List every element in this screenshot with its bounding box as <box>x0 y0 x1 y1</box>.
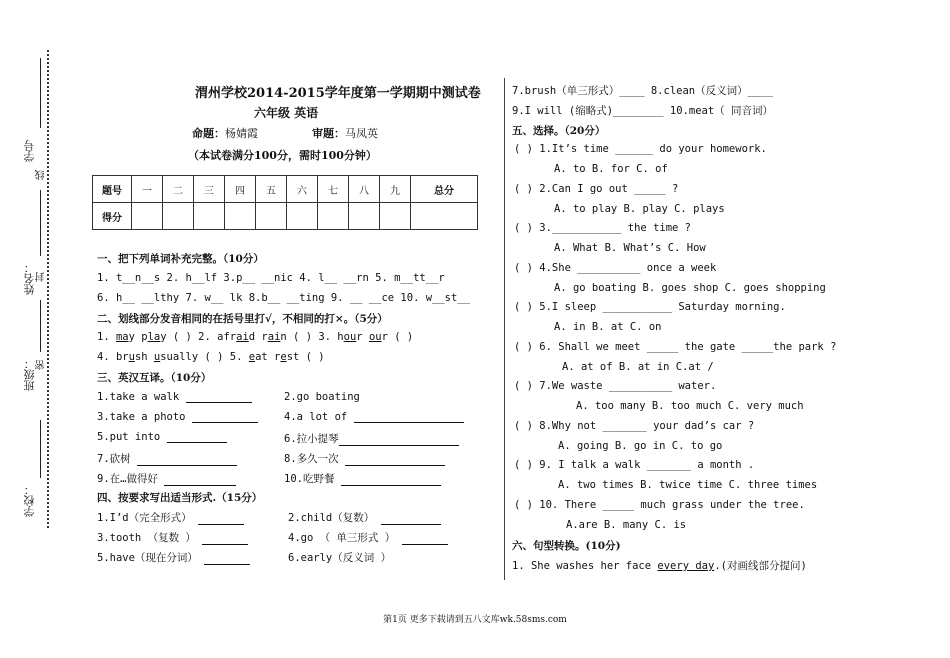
answer-blank[interactable] <box>202 533 248 545</box>
section1-row2: 6. h__ __lthy 7. w__ lk 8.b__ __ting 9. __ __ce 10. w__st__ <box>97 292 470 304</box>
school-label: 学校： <box>23 484 36 517</box>
section2-row2: 4. brush usually ( ) 5. eat rest ( ) <box>97 351 325 363</box>
col-7: 七 <box>318 176 349 203</box>
s3-item: 10.吃野餐 <box>284 471 441 486</box>
section2-heading: 二、划线部分发音相同的在括号里打√，不相同的打×。（5分） <box>97 313 388 325</box>
section3-heading: 三、英汉互译。（10分） <box>97 372 212 384</box>
exam-title: 渭州学校2014-2015学年度第一学期期中测试卷 <box>195 86 481 101</box>
score-cell[interactable] <box>380 203 411 230</box>
s4-item-7-8: 7.brush（单三形式）____ 8.clean（反义词）____ <box>512 85 773 97</box>
score-cell[interactable] <box>349 203 380 230</box>
answer-blank[interactable] <box>341 474 441 486</box>
score-cell[interactable] <box>411 203 478 230</box>
section1-heading: 一、把下列单词补充完整。（10分） <box>97 253 264 265</box>
exam-note: （本试卷满分100分，需时100分钟） <box>188 149 377 162</box>
choice-question: ( ) 1.It’s time ______ do your homework. <box>514 143 767 155</box>
choice-question: ( ) 7.We waste __________ water. <box>514 380 717 392</box>
exam-subtitle: 六年级 英语 <box>254 106 319 120</box>
answer-blank[interactable] <box>204 553 250 565</box>
student-no-blank <box>40 58 41 128</box>
s4-item: 4.go （ 单三形式 ） <box>288 530 448 545</box>
cut-line-mark: 线 <box>36 170 47 180</box>
col-6: 六 <box>287 176 318 203</box>
choice-question: ( ) 3.___________ the time ? <box>514 222 692 234</box>
reviewer-label: 审题： <box>312 127 345 140</box>
s6-q1: 1. She washes her face every day.(对画线部分提问) <box>512 560 807 572</box>
answer-blank[interactable] <box>167 431 227 443</box>
s3-item: 4.a lot of <box>284 411 464 423</box>
choice-options: A. going B. go in C. to go <box>558 439 723 452</box>
choice-question: ( ) 6. Shall we meet _____ the gate _____the park ? <box>514 340 837 353</box>
cut-secret-mark: 密 <box>36 360 47 370</box>
score-cell[interactable] <box>225 203 256 230</box>
score-cell[interactable] <box>194 203 225 230</box>
answer-blank[interactable] <box>339 434 459 446</box>
choice-question: ( ) 9. I talk a walk _______ a month . <box>514 459 755 471</box>
total-label: 总分 <box>411 176 478 203</box>
choice-options: A. two times B. twice time C. three times <box>558 479 818 491</box>
student-no-label: 学号 <box>23 140 36 162</box>
answer-blank[interactable] <box>137 454 237 466</box>
s3-item: 6.拉小提琴 <box>284 431 459 446</box>
score-cell[interactable] <box>287 203 318 230</box>
s3-item: 9.在…做得好 <box>97 471 236 486</box>
choice-question: ( ) 5.I sleep ___________ Saturday morning. <box>514 301 786 313</box>
choice-question: ( ) 4.She __________ once a week <box>514 261 717 274</box>
col-4: 四 <box>225 176 256 203</box>
section4-heading: 四、按要求写出适当形式.（15分） <box>97 492 263 504</box>
answer-blank[interactable] <box>345 454 445 466</box>
s3-item: 7.砍树 <box>97 451 237 466</box>
col-9: 九 <box>380 176 411 203</box>
page-footer: 第1页 更多下载请到五八文库wk.58sms.com <box>383 615 567 625</box>
school-blank <box>40 420 41 478</box>
answer-blank[interactable] <box>192 411 258 423</box>
s4-item-9-10: 9.I will (缩略式)________ 10.meat（ 同音词） <box>512 105 774 117</box>
answer-blank[interactable] <box>186 391 252 403</box>
s4-item: 3.tooth （复数 ） <box>97 530 248 545</box>
class-blank <box>40 300 41 352</box>
answer-blank[interactable] <box>381 513 441 525</box>
col-2: 二 <box>163 176 194 203</box>
s3-item: 8.多久一次 <box>284 451 445 466</box>
choice-options: A. go boating B. goes shop C. goes shopping <box>554 281 826 294</box>
choice-question: ( ) 2.Can I go out _____ ? <box>514 182 679 195</box>
column-divider <box>504 78 505 580</box>
s4-item: 1.I’d（完全形式） <box>97 510 244 525</box>
s4-item: 2.child（复数） <box>288 510 441 525</box>
setter-line <box>192 125 258 141</box>
col-1: 一 <box>132 176 163 203</box>
choice-options: A. in B. at C. on <box>554 321 662 333</box>
section5-heading: 五、选择。（20分） <box>512 125 606 137</box>
reviewer-line <box>312 125 378 141</box>
col-3: 三 <box>194 176 225 203</box>
s3-item: 5.put into <box>97 431 227 443</box>
answer-blank[interactable] <box>164 474 236 486</box>
s4-item: 5.have（现在分词） <box>97 550 250 565</box>
section2-row1: 1. may play ( ) 2. afraid rain ( ) 3. hour our ( ) <box>97 331 414 343</box>
s4-item: 6.early（反义词 ） <box>288 552 392 564</box>
section1-row1: 1. t__n__s 2. h__lf 3.p__ __nic 4. l__ __rn 5. m__tt__r <box>97 272 445 284</box>
choice-options: A. too many B. too much C. very much <box>576 400 804 412</box>
section6-heading: 六、句型转换。(10分) <box>512 540 621 552</box>
choice-options: A. to B. for C. of <box>554 163 668 175</box>
choice-question: ( ) 10. There _____ much grass under the tree. <box>514 498 805 511</box>
binding-dotted-line <box>47 50 49 528</box>
score-cell[interactable] <box>318 203 349 230</box>
answer-blank[interactable] <box>198 513 244 525</box>
name-label: 姓名： <box>23 262 36 295</box>
col-8: 八 <box>349 176 380 203</box>
class-label: 班级： <box>23 358 36 391</box>
score-table-score-row <box>93 203 478 230</box>
reviewer-name: 马凤英 <box>345 127 378 140</box>
score-label: 得分 <box>93 203 132 230</box>
choice-options: A. What B. What’s C. How <box>554 242 706 254</box>
score-cell[interactable] <box>163 203 194 230</box>
choice-options: A. to play B. play C. plays <box>554 202 725 215</box>
score-table-header-row <box>93 176 478 203</box>
s3-item: 1.take a walk <box>97 391 252 403</box>
score-cell[interactable] <box>256 203 287 230</box>
name-blank <box>40 190 41 256</box>
setter-label: 命题： <box>192 127 225 140</box>
setter-name: 杨婧霞 <box>225 127 258 140</box>
question-no-label: 题号 <box>93 176 132 203</box>
choice-options: A. at of B. at in C.at / <box>562 360 714 373</box>
col-5: 五 <box>256 176 287 203</box>
answer-blank[interactable] <box>354 411 464 423</box>
cut-seal-mark: 封 <box>36 272 47 282</box>
answer-blank[interactable] <box>402 533 448 545</box>
choice-options: A.are B. many C. is <box>566 518 687 531</box>
score-cell[interactable] <box>132 203 163 230</box>
choice-question: ( ) 8.Why not _______ your dad’s car ? <box>514 419 755 432</box>
s3-item: 3.take a photo <box>97 411 258 423</box>
s3-item: 2.go boating <box>284 391 360 403</box>
score-table <box>92 175 478 230</box>
